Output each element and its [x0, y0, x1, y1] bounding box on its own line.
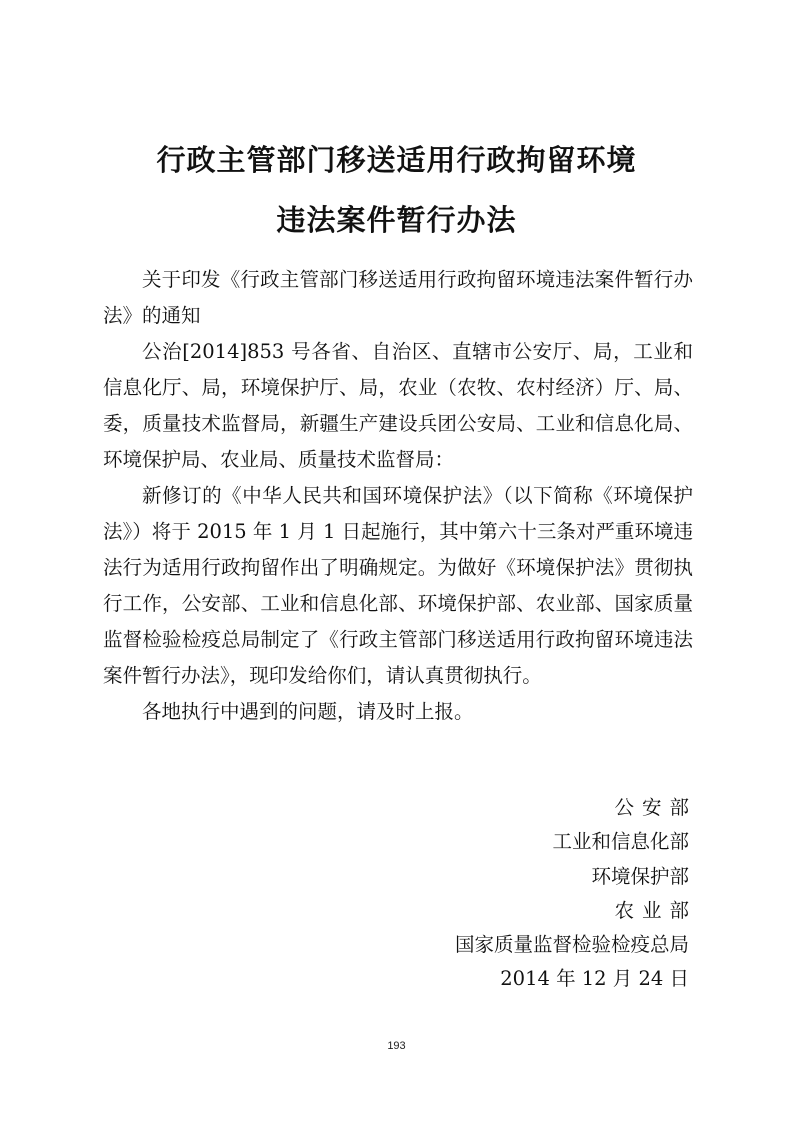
notice-heading-paragraph: 关于印发《行政主管部门移送适用行政拘留环境违法案件暂行办法》的通知 [103, 268, 693, 327]
signatory-agriculture: 农业部 [614, 899, 697, 922]
content-paragraph: 新修订的《中华人民共和国环境保护法》（以下简称《环境保护法》）将于 2015 年 1 月 1 日起施行，其中第六十三条对严重环境违法行为适用行政拘留作出了明确规定。为做好《环境保护法》贯彻执行工作，公安部、工业和信息化部、环境保护部、农业部、国家质量监督检验检疫总局制定了《行政主管部门移送适用行政拘留环境违法案件暂行办法》，现印发给你们，请认真贯彻执行。 [103, 484, 693, 687]
signatory-public-security: 公安部 [614, 796, 697, 819]
signatory-environmental-protection: 环境保护部 [591, 865, 689, 888]
signatory-industry-it: 工业和信息化部 [552, 830, 689, 853]
document-date: 2014 年 12 月 24 日 [500, 967, 689, 990]
document-body [103, 262, 693, 730]
page-number: 193 [387, 1040, 406, 1052]
document-title-line-1: 行政主管部门移送适用行政拘留环境 [156, 143, 637, 177]
closing-paragraph: 各地执行中遇到的问题，请及时上报。 [142, 700, 474, 723]
signatory-quality-supervision: 国家质量监督检验检疫总局 [454, 933, 689, 956]
addressee-paragraph: 公治[2014]853 号各省、自治区、直辖市公安厅、局，工业和信息化厅、局，环境保护厅、局，农业（农牧、农村经济）厅、局、委，质量技术监督局，新疆生产建设兵团公安局、工业和信息化局、环境保护局、农业局、质量技术监督局： [103, 340, 693, 471]
document-title-line-2: 违法案件暂行办法 [276, 203, 517, 237]
